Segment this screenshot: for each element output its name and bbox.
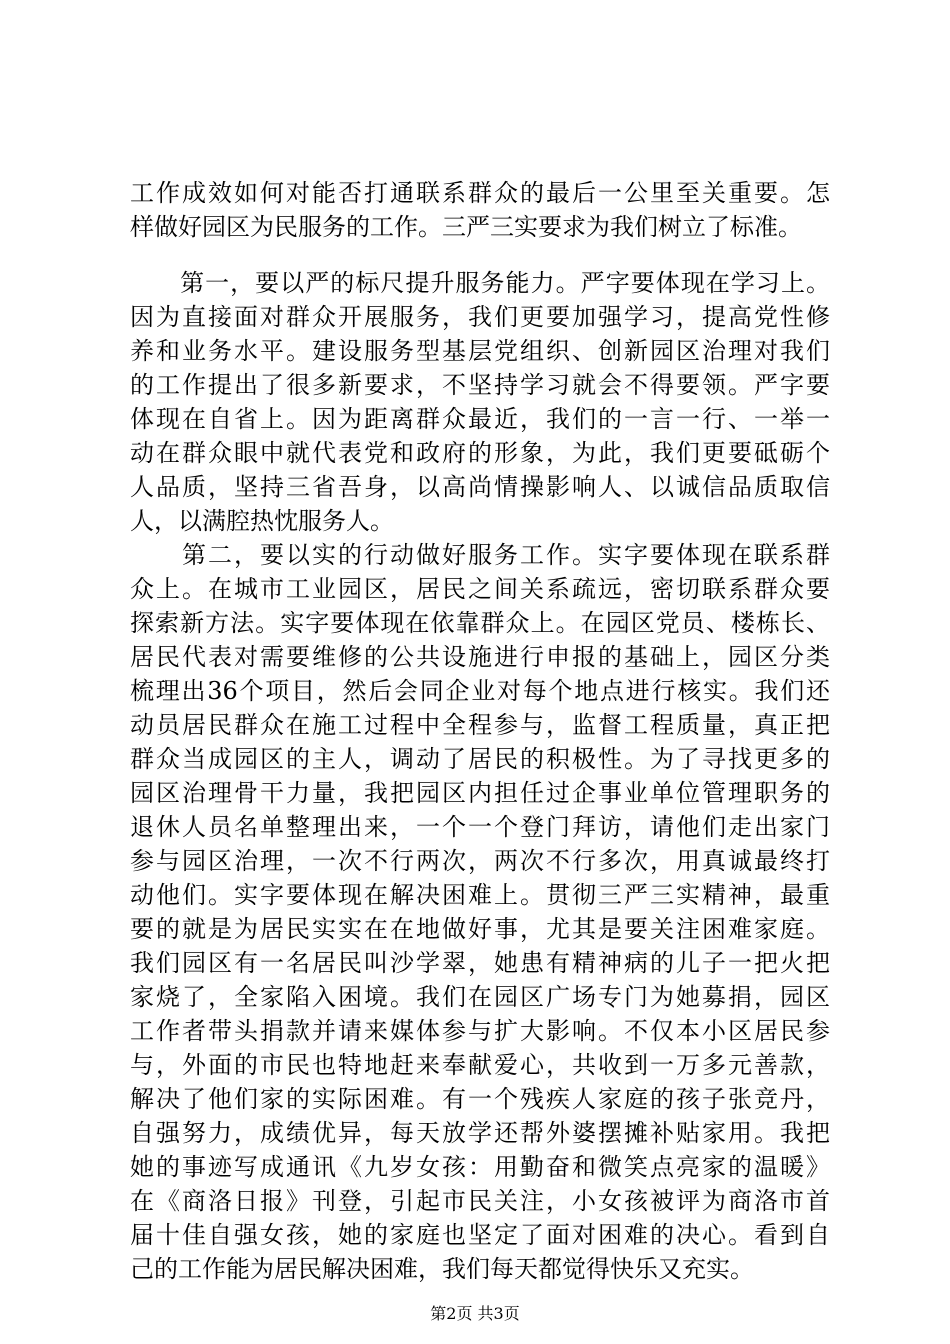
text-line: 动员居民群众在施工过程中全程参与，监督工程质量，真正把 xyxy=(130,711,830,739)
text-line: 与，外面的市民也特地赶来奉献爱心，共收到一万多元善款， xyxy=(130,1051,830,1079)
text-line: 在《商洛日报》刊登，引起市民关注，小女孩被评为商洛市首 xyxy=(130,1187,830,1215)
text-line: 梳理出36个项目，然后会同企业对每个地点进行核实。我们还 xyxy=(130,677,830,705)
page-number-footer: 第2页 共3页 xyxy=(430,1304,520,1323)
text-line: 园区治理骨干力量，我把园区内担任过企事业单位管理职务的 xyxy=(130,779,830,807)
text-line: 第一，要以严的标尺提升服务能力。严字要体现在学习上。 xyxy=(130,269,830,297)
text-line: 届十佳自强女孩，她的家庭也坚定了面对困难的决心。看到自 xyxy=(130,1221,830,1249)
text-line: 家烧了，全家陷入困境。我们在园区广场专门为她募捐，园区 xyxy=(130,983,830,1011)
text-line: 因为直接面对群众开展服务，我们更要加强学习，提高党性修 xyxy=(130,303,830,331)
text-line: 我们园区有一名居民叫沙学翠，她患有精神病的儿子一把火把 xyxy=(130,949,830,977)
text-line: 工作成效如何对能否打通联系群众的最后一公里至关重要。怎 xyxy=(130,179,830,207)
text-line: 人，以满腔热忱服务人。 xyxy=(130,507,394,535)
text-line: 解决了他们家的实际困难。有一个残疾人家庭的孩子张竞丹， xyxy=(130,1085,830,1113)
text-line: 要的就是为居民实实在在地做好事，尤其是要关注困难家庭。 xyxy=(130,915,830,943)
text-line: 探索新方法。实字要体现在依靠群众上。在园区党员、楼栋长、 xyxy=(130,609,830,637)
text-line: 居民代表对需要维修的公共设施进行申报的基础上，园区分类 xyxy=(130,643,830,671)
text-line: 群众当成园区的主人，调动了居民的积极性。为了寻找更多的 xyxy=(130,745,830,773)
text-line: 动在群众眼中就代表党和政府的形象，为此，我们更要砥砺个 xyxy=(130,439,830,467)
text-line: 自强努力，成绩优异，每天放学还帮外婆摆摊补贴家用。我把 xyxy=(130,1119,830,1147)
text-line: 样做好园区为民服务的工作。三严三实要求为我们树立了标准。 xyxy=(130,213,802,241)
text-line: 参与园区治理，一次不行两次，两次不行多次，用真诚最终打 xyxy=(130,847,830,875)
text-line: 第二，要以实的行动做好服务工作。实字要体现在联系群 xyxy=(130,541,830,569)
text-line: 退休人员名单整理出来，一个一个登门拜访，请他们走出家门 xyxy=(130,813,830,841)
text-line: 众上。在城市工业园区，居民之间关系疏远，密切联系群众要 xyxy=(130,575,830,603)
text-line: 她的事迹写成通讯《九岁女孩：用勤奋和微笑点亮家的温暖》 xyxy=(130,1153,830,1181)
text-line: 工作者带头捐款并请来媒体参与扩大影响。不仅本小区居民参 xyxy=(130,1017,830,1045)
text-line: 体现在自省上。因为距离群众最近，我们的一言一行、一举一 xyxy=(130,405,830,433)
text-line: 的工作提出了很多新要求，不坚持学习就会不得要领。严字要 xyxy=(130,371,830,399)
text-line: 养和业务水平。建设服务型基层党组织、创新园区治理对我们 xyxy=(130,337,830,365)
text-line: 人品质，坚持三省吾身，以高尚情操影响人、以诚信品质取信 xyxy=(130,473,830,501)
text-line: 动他们。实字要体现在解决困难上。贯彻三严三实精神，最重 xyxy=(130,881,830,909)
text-line: 己的工作能为居民解决困难，我们每天都觉得快乐又充实。 xyxy=(130,1255,754,1283)
